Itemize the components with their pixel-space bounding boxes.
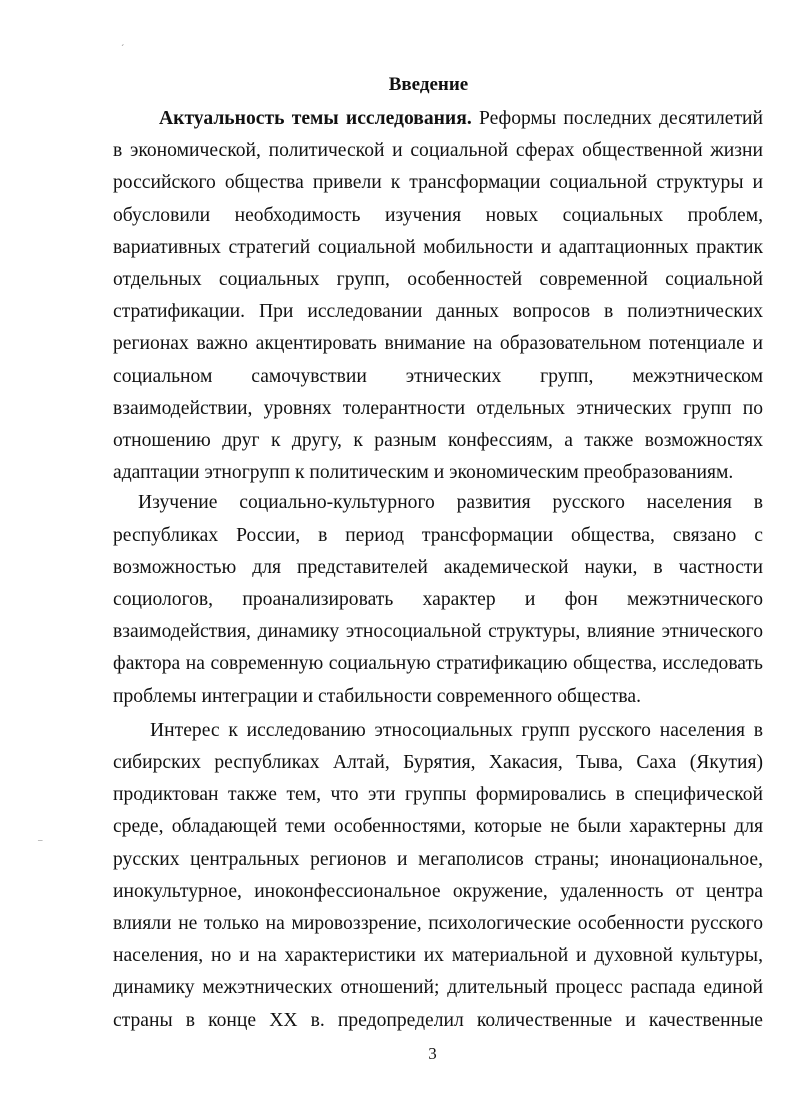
paragraph-interest [113, 715, 763, 1037]
paragraph-lead: Актуальность темы исследования. [159, 108, 472, 129]
scan-mark-top: ˊ [121, 44, 125, 55]
paragraph-text: Интерес к исследованию этносоциальных групп русского населения в сибирских республиках Алтай, Бурятия, Хакасия, Тыва, Саха (Якутия) продиктован также тем, что эти группы формировались в специфической среде, обладающей теми особенностями, которые не были характерны для русских центральных регионов и мегаполисов страны; инонациональное, инокультурное, иноконфессиональное окружение, удаленность от центра влияли не только на мировоззрение, психологические особенности русского населения, но и на характеристики их материальной и духовной культуры, динамику межэтнических отношений; длительный процесс распада единой страны в конце XX в. предопределил количественные и качественные [113, 719, 763, 1031]
page-number: 3 [428, 1044, 437, 1063]
body-text [113, 103, 763, 1037]
paragraph-study [113, 487, 763, 712]
section-heading: Введение [388, 74, 469, 95]
paragraph-text: Реформы последних десятилетий в экономической, политической и социальной сферах общественной жизни российского общества привели к трансформации социальной структуры и обусловили необходимость изучения новых социальных проблем, вариативных стратегий социальной мобильности и адаптационных практик отдельных социальных групп, особенностей современной социальной стратификации. При исследовании данных вопросов в полиэтнических регионах важно акцентировать внимание на образовательном потенциале и социальном самочувствии этнических групп, межэтническом взаимодействии, уровнях толерантности отдельных этнических групп по отношению друг к другу, к разным конфессиям, а также возможностях адаптации этногрупп к политическим и экономическим преобразованиям. [113, 108, 763, 484]
paragraph-relevance [113, 103, 763, 489]
scan-mark-left: – [38, 835, 43, 845]
paragraph-text: Изучение социально-культурного развития русского населения в республиках России, в период трансформации общества, связано с возможностью для представителей академической науки, в частности социологов, проанализировать характер и фон межэтнического взаимодействия, динамику этносоциальной структуры, влияние этнического фактора на современную социальную стратификацию общества, исследовать проблемы интеграции и стабильности современного общества. [113, 492, 763, 707]
